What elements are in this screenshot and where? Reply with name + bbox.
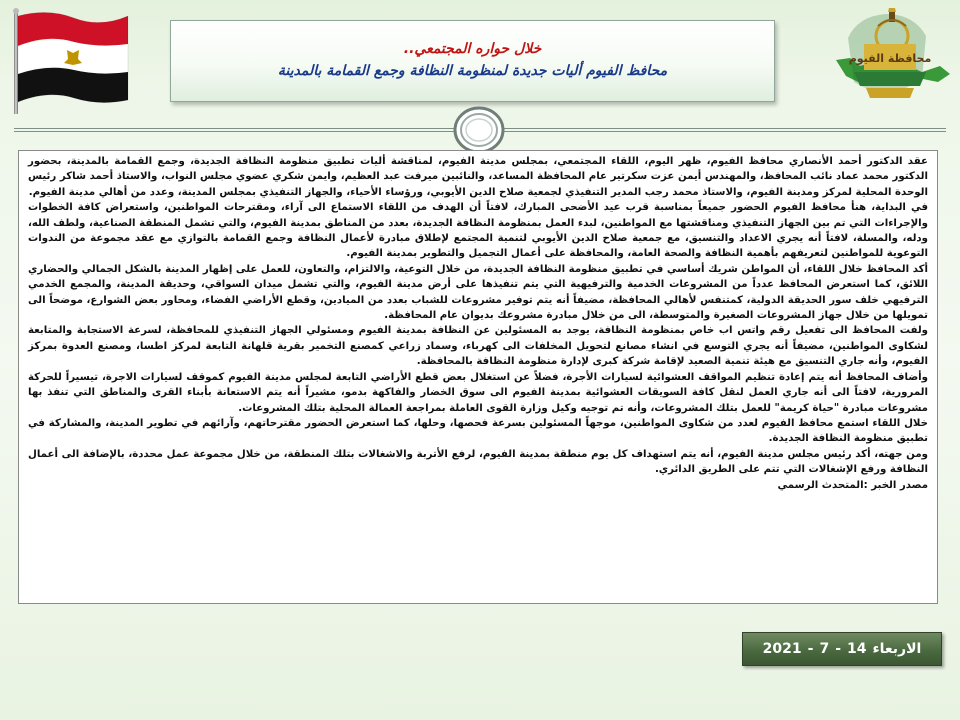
ring-ornament-icon [448,104,510,156]
fayoum-governorate-logo-icon [830,8,952,116]
paragraph: خلال اللقاء استمع محافظ الفيوم لعدد من شكاوى المواطنين، موجهاً المسئولين بسرعة فحصها، وحلها، كما استعرض الحضور مقترحاتهم، وآرائهم في تطوير المدينة، والمشاركة في تطبيق منظومة النظافة الجديدة. [28,417,928,445]
logo-text: محافظة الفيوم [848,52,932,65]
date-separator: - [807,641,814,657]
paragraph: عقد الدكتور أحمد الأنصاري محافظ الفيوم، ظهر اليوم، اللقاء المجتمعي، بمجلس مدينة الفيوم، لمناقشة أليات تطبيق منظومة النظافة الجديدة، وجمع القمامة بالمدينة، بحضور الدكتور محمد عماد نائب المحافظ، والمهندس أيمن عزت سكرتير عام المحافظة المساعد، والنائبين ميرفت عبد العظيم، وايمن شكري عضوي مجلس النواب، والاستاذ أحمد شاكر رئيس الوحدة المحلية لمركز ومدينة الفيوم، والاستاذ محمد رجب المدير التنفيذي لجمعية صلاح الدين الأيوبي، ورؤساء الأحياء، والجهاز التنفيذي بمجلس المدينة، وعدد من أهالي مدينة الفيوم. [28,156,928,198]
news-header [170,20,775,102]
date-separator: - [835,641,841,657]
paragraph: ولفت المحافظ الى تفعيل رقم واتس اب خاص بمنظومة النظافة، يوجد به المسئولين عن النظافة بمدينة الفيوم ومسئولي الجهاز التنفيذي للمحافظة، لسرعة الاستجابة والمتابعة لشكاوى المواطنين، مضيفاً أنه يجري التوسع في انشاء مصانع لتحويل المخلفات الى كهرباء، وسماد زراعي كمصنع التخمير بقرية قلهانة التابعة لمركز اطسا، ومصنع العدوة بمركز الفيوم، وأنه جاري التنسيق مع هيئة تنمية الصعيد لإقامة شركة كبرى لإدارة منظومة النظافة بالمحافظة. [28,325,928,368]
date-day-name: الاربعاء [872,641,922,657]
paragraph: أكد المحافظ خلال اللقاء، أن المواطن شريك أساسي في تطبيق منظومة النظافة الجديدة، من خلال التوعية، والالتزام، والتعاون، للعمل على إظهار المدينة بالشكل الجمالي والحضاري اللائق، كما استعرض المحافظ عدداً من المشروعات الخدمية والترفيهية التي يتم تنفيذها على أرض مدينة الفيوم، والتي تشمل ميدان السواقي، وحديقة المدينة، والمجمع الخدمي الترفيهي خلف سور الحديقة الدولية، كمتنفس لأهالي المحافظة، مضيفاً أنه يتم توفير مشروعات للشباب بعدد من الميادين، وقطع الأراضي الفضاء، ومحاور بعض الشوارع، موضحاً الى تمويلها من خلال جهاز المشروعات الصغيرة والمتوسطة، الى من خلال مبادرة مشروعك بديوان عام المحافظة. [28,263,928,322]
date-year: 2021 [762,641,802,657]
news-source: مصدر الخبر :المتحدث الرسمي [777,479,928,491]
header-title: محافظ الفيوم أليات جديدة لمنظومة النظافة وجمع القمامة بالمدينة [277,63,668,79]
date-badge [742,632,942,666]
date-month: 7 [819,641,830,657]
article-body [18,150,938,604]
paragraph: وأضاف المحافظ أنه يتم إعادة تنظيم المواقف العشوائية لسيارات الأجرة، فضلاً عن استغلال بعض قطع الأراضي التابعة لمجلس مدينة الفيوم كموقف لسيارات الاجرة، تيسيراً للحركة المرورية، لافتاً الى أنه جاري العمل لنقل كافة السويقات العشوائية بمدينة الفيوم الى سوق الخضار والفاكهة بدمو، مشيراً أنه يتم الاستعانة بأبناء القرى والمناطق التي تنفذ بها مشروعات مبادرة "حياة كريمة" للعمل بتلك المشروعات، وأنه تم توجيه وكيل وزارة القوى العاملة بمراجعة العمالة المحلية بتلك المشروعات. [28,371,928,414]
paragraph: ومن جهته، أكد رئيس مجلس مدينة الفيوم، أنه يتم استهداف كل يوم منطقة بمدينة الفيوم، لرفع الأتربة والاشغالات بتلك المنطقة، من خلال مجموعة عمل محددة، بالإضافة الى أعمال النظافة ورفع الإشغالات التي تتم على الطريق الدائري. [28,448,928,476]
date-day: 14 [847,641,867,657]
header-subtitle: خلال حواره المجتمعي.. [403,41,542,57]
paragraph: في البداية، هنأ محافظ الفيوم الحضور جميعاً بمناسبة قرب عيد الأضحى المبارك، لافتاً أن الهدف من اللقاء الاستماع الى آراء، ومقترحات المواطنين، واستعراض كافة الخطوات والإجراءات التي تم بين الجهاز التنفيذي ومناقشتها مع المواطنين، لبدء العمل بمنظومة النظافة الجديدة، بعدد من المناطق بمدينة الفيوم، والتي تشمل المنطقة الصناعية، ولطف الله، ودله، والمسلة، لافتاً أنه يجري الاعداد والتنسيق، مع جمعية صلاح الدين الأيوبي لتنمية المجتمع لإطلاق مبادرة لأعمال النظافة وجمع القمامة بالتوازي مع عقد مجموعة من الندوات التوعوية للمواطنين لتعريفهم بأهمية النظافة والصحة العامة، والمحافظة على أعمال التجميل والتطوير بمدينة الفيوم. [28,202,928,260]
egypt-flag-icon [12,8,130,116]
